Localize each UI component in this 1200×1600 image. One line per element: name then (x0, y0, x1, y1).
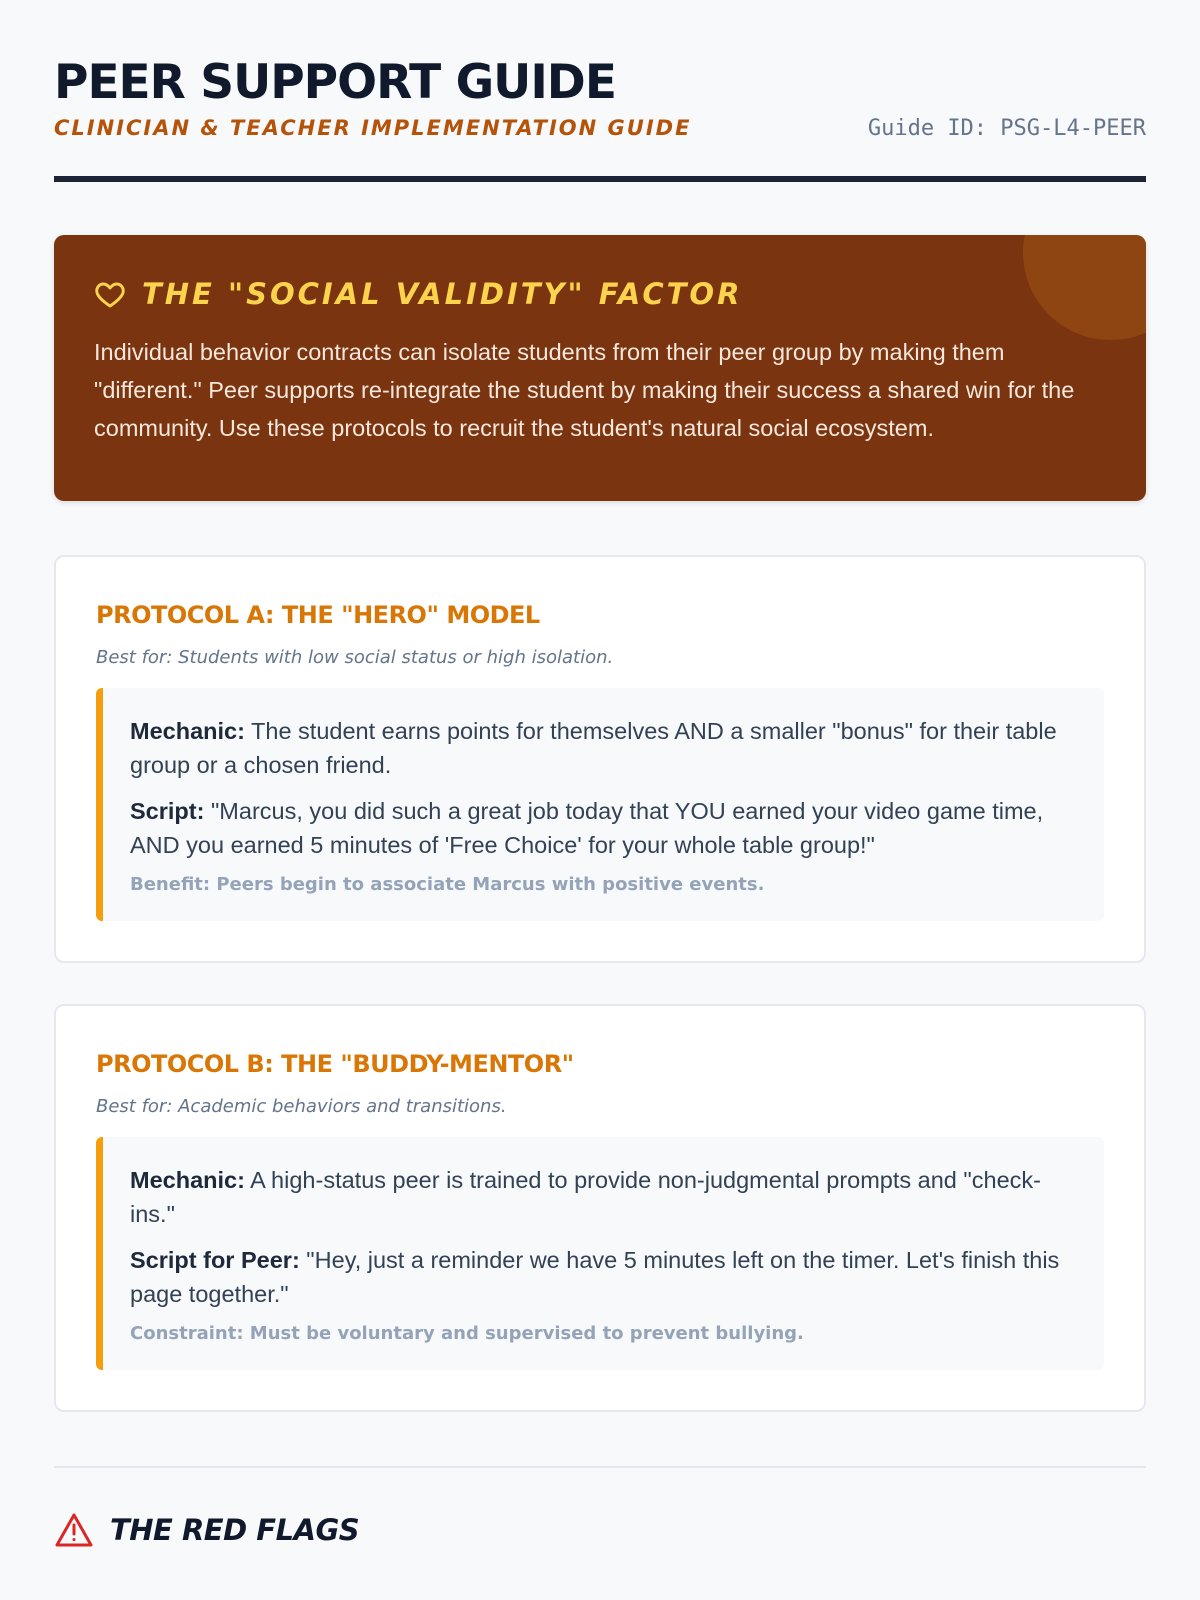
banner-title: THE "SOCIAL VALIDITY" FACTOR (142, 277, 743, 311)
mechanic-label: Mechanic: (130, 1167, 245, 1193)
heart-icon (94, 278, 126, 310)
script-text: "Marcus, you did such a great job today that YOU earned your video game time, AND you earned 5 minutes of 'Free Choice' for your whole table group!" (130, 798, 1044, 858)
banner-text: Individual behavior contracts can isolate students from their peer group by making them "different." Peer supports re-integrate the student by making their success a shared win for the community. Use these protocols to recruit the student's natural social ecosystem. (94, 339, 1075, 441)
protocol-title: PROTOCOL A: THE "HERO" MODEL (96, 601, 540, 629)
protocol-note: Constraint: Must be voluntary and supervised to prevent bullying. (130, 1323, 804, 1344)
warning-icon (54, 1512, 94, 1548)
protocol-best-for: Best for: Students with low social status or high isolation. (96, 647, 614, 668)
page-subtitle: CLINICIAN & TEACHER IMPLEMENTATION GUIDE (54, 116, 692, 140)
red-flags-title: THE RED FLAGS (110, 1513, 360, 1547)
mechanic-line (130, 714, 1074, 782)
protocol-note: Benefit: Peers begin to associate Marcus with positive events. (130, 874, 765, 895)
mechanic-label: Mechanic: (130, 718, 245, 744)
page-title: PEER SUPPORT GUIDE (54, 55, 616, 110)
protocol-card (54, 1004, 1146, 1412)
script-line (130, 1243, 1074, 1311)
banner-heading (94, 277, 1106, 311)
guide-id: Guide ID: PSG-L4-PEER (867, 116, 1146, 141)
section-divider (54, 1466, 1146, 1468)
mechanic-text: A high-status peer is trained to provide non-judgmental prompts and "check-ins." (130, 1167, 1041, 1227)
script-label: Script for Peer: (130, 1247, 300, 1273)
mechanic-line (130, 1163, 1074, 1231)
mechanic-text: The student earns points for themselves AND a smaller "bonus" for their table group or a chosen friend. (130, 718, 1057, 778)
script-label: Script: (130, 798, 205, 824)
protocol-details (96, 688, 1104, 921)
protocol-best-for: Best for: Academic behaviors and transitions. (96, 1096, 507, 1117)
page-header (54, 0, 1146, 182)
protocol-title: PROTOCOL B: THE "BUDDY-MENTOR" (96, 1050, 574, 1078)
protocol-card (54, 555, 1146, 963)
social-validity-banner (54, 235, 1146, 501)
script-line (130, 794, 1074, 862)
script-text: "Hey, just a reminder we have 5 minutes left on the timer. Let's finish this page together." (130, 1247, 1060, 1307)
protocol-details (96, 1137, 1104, 1370)
red-flags-heading (54, 1512, 1146, 1548)
